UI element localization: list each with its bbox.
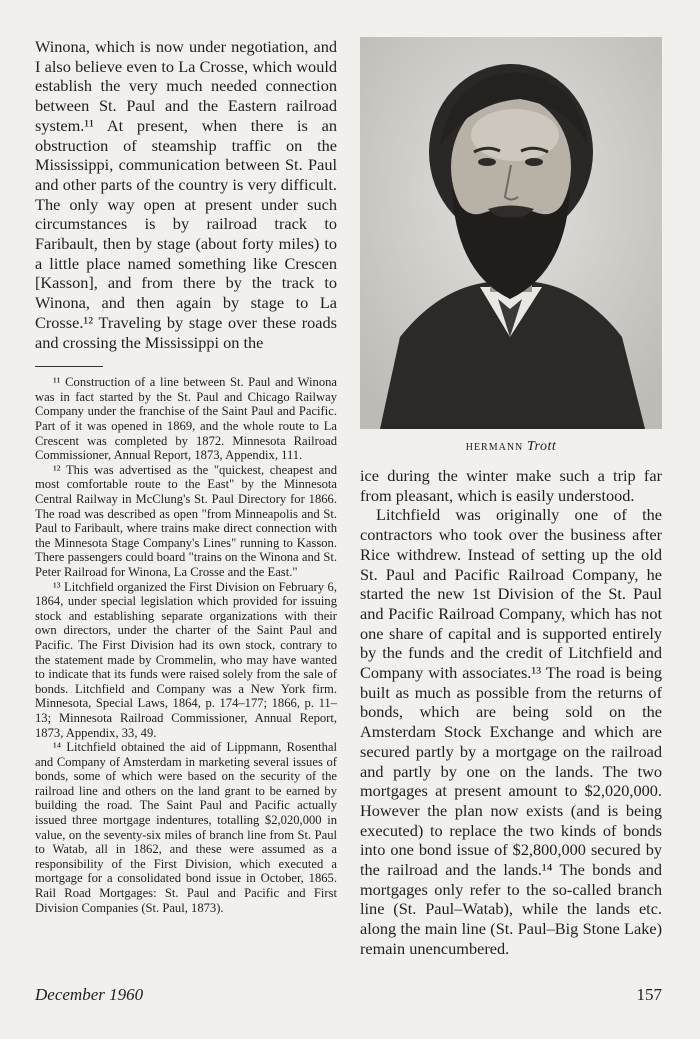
footnote-11: ¹¹ Construction of a line between St. Paul and Winona was in fact started by the St. Paul and Chicago Railway Company under the franchise of the Saint Paul and Pacific. Part of it was opened in 1869, and the whole route to La Crescent was completed by 1872. Minnesota Railroad Commissioner, Annual Report, 1873, Appendix, 111. [35, 375, 337, 463]
right-column [360, 466, 662, 959]
footnote-13: ¹³ Litchfield organized the First Division on February 6, 1864, under special legislation which provided for issuing stock and establishing separate organizations with their own directors, under the charter of the Saint Paul and Pacific. The First Division had its own stock, contrary to the statement made by Crommelin, who may have wanted to indicate that its funds were raised solely from the sale of bonds. Litchfield and Company was a New York firm. Minnesota, Special Laws, 1864, p. 174–177; 1866, p. 11–13; Minnesota Railroad Commissioner, Annual Report, 1873, Appendix, 33, 49. [35, 579, 337, 740]
caption-name-italic: Trott [527, 439, 557, 454]
photo-caption [360, 438, 662, 455]
left-body-paragraph: Winona, which is now under negotiation, and I also believe even to La Crosse, which would establish the very much needed connection between St. Paul and the Eastern railroad system.¹¹ At present, when there is an obstruction of steamship traffic on the Mississippi, communication between St. Paul and other parts of the country is very difficult. The only way open at present under such circumstances is by railroad track to Faribault, then by stage (about forty miles) to a little place named something like Crescen [Kasson], and from there by the track to Winona, and then again by stage to La Crosse.¹² Traveling by stage over these roads and crossing the Mississippi on the [35, 37, 337, 352]
footnote-14: ¹⁴ Litchfield obtained the aid of Lippmann, Rosenthal and Company of Amsterdam in marketing several issues of bonds, some of which were based on the security of the railroad line and others on the land grant to be earned by building the road. The Saint Paul and Pacific actually issued three mortgage indentures, totalling $2,020,000 in value, on the seventy-six miles of branch line from St. Paul to Watab, all in 1862, and these were assumed as a responsibility of the First Division, which executed a mortgage for a consolidated bond issue in October, 1865. Rail Road Mortgages: St. Paul and Pacific and First Division Companies (St. Paul, 1873). [35, 740, 337, 915]
portrait-illustration [360, 37, 662, 429]
footnote-12: ¹² This was advertised as the "quickest, cheapest and most comfortable route to the East" by the Minnesota Central Railway in McClung's St. Paul Directory for 1866. The road was described as open "from Minneapolis and St. Paul to Faribault, where trains make direct connection with the Minnesota Stage Company's Lines" running to Kasson. There passengers could board "trains on the Winona and St. Peter Railroad for Winona, La Crosse and the East." [35, 462, 337, 579]
page-number: 157 [636, 985, 662, 1004]
right-body-paragraph-2: Litchfield was originally one of the contractors who took over the business after Rice withdrew. Instead of setting up the old St. Paul and Pacific Railroad Company, he started the new 1st Division of the St. Paul and Pacific Railroad Company, which has not one share of capital and is supported entirely by the funds and the credit of Litchfield and Company with associates.¹³ The road is being built as much as possible from the returns of bonds, which are being sold on the Amsterdam Stock Exchange and which are secured partly by a mortgage on the railroad and partly by one on the lands. The two mortgages at present amount to $2,020,000. However the plan now exists (and is being executed) to replace the two kinds of bonds into one bond issue of $2,800,000 secured by the railroad and the lands.¹⁴ The bonds and mortgages only refer to the so-called branch line (St. Paul–Watab), while the lands etc. along the main line (St. Paul–Big Stone Lake) remain unencumbered. [360, 505, 662, 958]
right-body-paragraph-1: ice during the winter make such a trip far from pleasant, which is easily understood. [360, 466, 662, 505]
portrait-photo [360, 37, 662, 429]
footnote-divider [35, 366, 103, 367]
left-column [35, 37, 337, 915]
caption-name-smallcaps: HERMANN [465, 442, 524, 453]
footer-date: December 1960 [35, 985, 144, 1004]
